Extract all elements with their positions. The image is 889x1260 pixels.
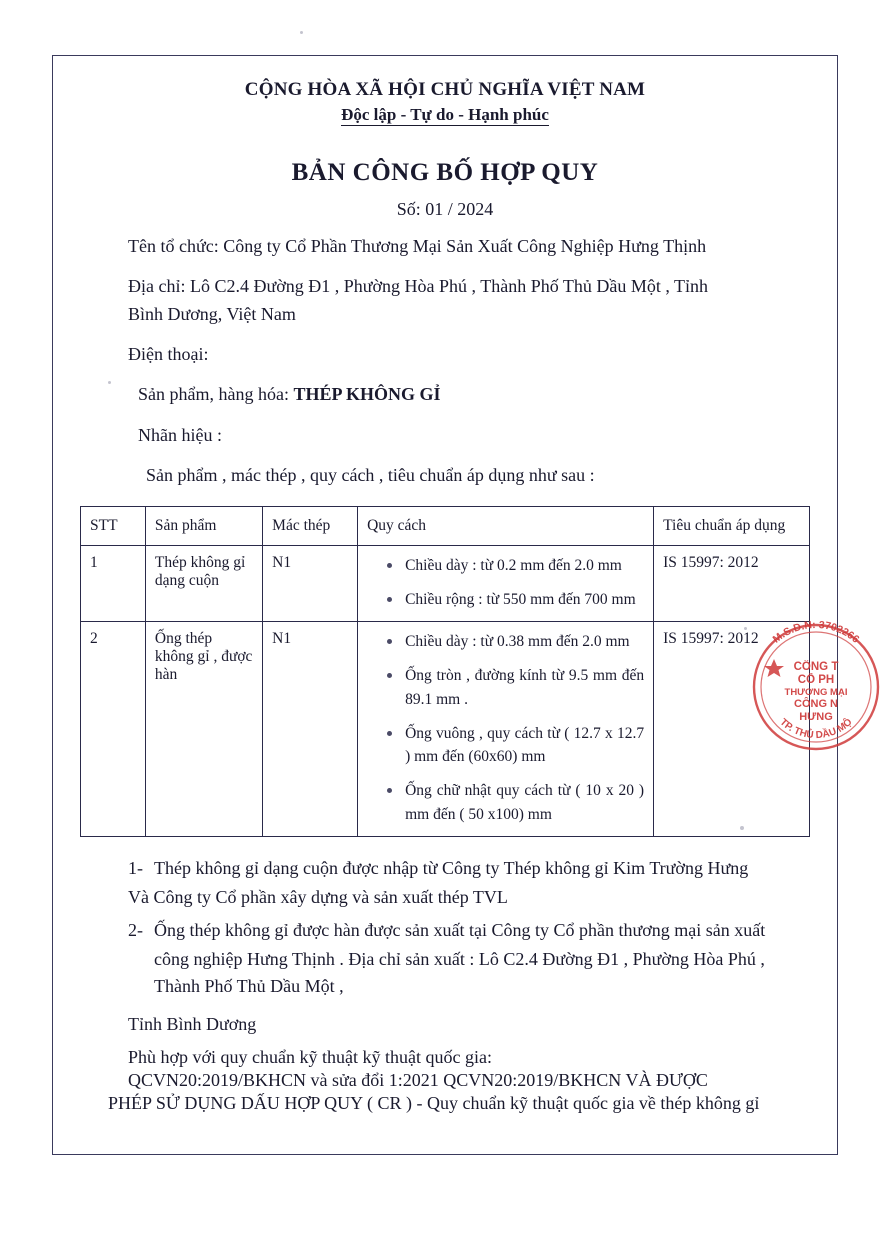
note-2-continued: công nghiệp Hưng Thịnh . Địa chỉ sản xuất : Lô C2.4 Đường Đ1 , Phường Hòa Phú ,	[154, 948, 765, 969]
row1-grade: N1	[263, 545, 358, 622]
org-phone-row	[80, 341, 810, 368]
table-header-row	[81, 506, 810, 545]
conformity-label: Phù hợp với quy chuẩn kỹ thuật kỹ thuật quốc gia:	[128, 1046, 492, 1067]
list-item: Ống chữ nhật quy cách từ ( 10 x 20 ) mm đến ( 50 x100) mm	[405, 779, 644, 826]
note-2-continued-2: Thành Phố Thủ Dầu Một ,	[154, 975, 344, 996]
document-number: Số: 01 / 2024	[396, 199, 494, 219]
scan-speck	[744, 627, 747, 630]
org-name-row	[80, 233, 810, 260]
national-motto-text: Độc lập - Tự do - Hạnh phúc	[341, 105, 549, 124]
brand-row	[80, 422, 810, 449]
note-1	[80, 855, 810, 882]
header-stt: STT	[81, 506, 146, 545]
scan-speck	[108, 381, 111, 384]
stamp-arc-bottom: TP. THỦ DẦU MỘ	[777, 716, 855, 742]
org-phone-label: Điện thoại:	[128, 344, 209, 365]
brand-label: Nhãn hiệu :	[138, 424, 222, 445]
list-item: Chiều dày : từ 0.2 mm đến 2.0 mm	[405, 554, 644, 577]
header-grade: Mác thép	[263, 506, 358, 545]
row2-product: Ống thép không gỉ , được hàn	[145, 622, 262, 837]
stamp-line-5: HƯNG	[799, 711, 833, 723]
scan-speck	[300, 31, 303, 34]
row2-stt: 2	[81, 622, 146, 837]
conformity-line-1: QCVN20:2019/BKHCN và sửa đổi 1:2021 QCVN20:2019/BKHCN VÀ ĐƯỢC	[128, 1069, 708, 1090]
row2-grade: N1	[263, 622, 358, 837]
row1-standard: IS 15997: 2012	[654, 545, 810, 622]
national-title: CỘNG HÒA XÃ HỘI CHỦ NGHĨA VIỆT NAM	[244, 79, 646, 100]
org-address-row	[80, 273, 810, 328]
header-specs: Quy cách	[358, 506, 654, 545]
row1-spec-list	[367, 554, 644, 612]
note-1-text: Thép không gỉ dạng cuộn được nhập từ Công ty Thép không gỉ Kim Trường Hưng	[154, 857, 749, 878]
list-item: Ống tròn , đường kính từ 9.5 mm đến 89.1 mm .	[405, 664, 644, 711]
table-row	[81, 545, 810, 622]
national-motto	[80, 105, 810, 125]
specification-table	[80, 506, 810, 837]
row1-specs	[358, 545, 654, 622]
spec-intro: Sản phẩm , mác thép , quy cách , tiêu chuẩn áp dụng như sau :	[146, 465, 595, 486]
org-address-label: Địa chỉ:	[128, 276, 186, 297]
notes-section	[80, 855, 810, 1000]
row2-specs	[358, 622, 654, 837]
product-value: THÉP KHÔNG GỈ	[293, 384, 441, 405]
header-standard: Tiêu chuẩn áp dụng	[654, 506, 810, 545]
stamp-line-1: CÔNG T	[793, 661, 839, 673]
province-line: Tỉnh Bình Dương	[128, 1013, 257, 1034]
stamp-line-3: THƯƠNG MẠI	[784, 687, 848, 698]
stamp-line-4: CÔNG N	[794, 698, 838, 710]
row1-stt: 1	[81, 545, 146, 622]
list-item: Chiều rộng : từ 550 mm đến 700 mm	[405, 588, 644, 611]
org-name-label: Tên tổ chức:	[128, 236, 219, 256]
document-title: BẢN CÔNG BỐ HỢP QUY	[291, 159, 599, 186]
stamp-line-2: CỔ PH	[797, 674, 835, 686]
org-address-value: Lô C2.4 Đường Đ1 , Phường Hòa Phú , Thành Phố Thủ Dầu Một , Tỉnh	[189, 276, 709, 297]
table-row	[81, 622, 810, 837]
row2-spec-list	[367, 630, 644, 826]
conformity-line-2: PHÉP SỬ DỤNG DẤU HỢP QUY ( CR ) - Quy chuẩn kỹ thuật quốc gia về thép không gỉ	[108, 1092, 760, 1113]
scan-speck	[740, 826, 744, 830]
org-address-value-line2: Bình Dương, Việt Nam	[128, 303, 296, 324]
note-2-text: Ống thép không gỉ được hàn được sản xuất tại Công ty Cổ phần thương mại sản xuất	[154, 919, 766, 940]
tail-section	[80, 1014, 810, 1114]
header-product: Sản phẩm	[145, 506, 262, 545]
product-row	[80, 381, 810, 408]
row1-product: Thép không gỉ dạng cuộn	[145, 545, 262, 622]
org-name-value: Công ty Cổ Phần Thương Mại Sản Xuất Công Nghiệp Hưng Thịnh	[223, 236, 707, 256]
list-item: Ống vuông , quy cách từ ( 12.7 x 12.7 ) mm đến (60x60) mm	[405, 722, 644, 769]
note-2-number: 2-	[128, 919, 143, 940]
note-1-continued: Và Công ty Cổ phần xây dựng và sản xuất thép TVL	[128, 886, 508, 907]
note-1-number: 1-	[128, 857, 143, 878]
product-label: Sản phẩm, hàng hóa:	[138, 384, 289, 405]
note-2	[80, 917, 810, 944]
stamp-arc-top: M.S.D.N: 3702266	[770, 619, 862, 646]
row2-standard: IS 15997: 2012	[654, 622, 810, 837]
document-body	[52, 55, 838, 1124]
list-item: Chiều dày : từ 0.38 mm đến 2.0 mm	[405, 630, 644, 653]
